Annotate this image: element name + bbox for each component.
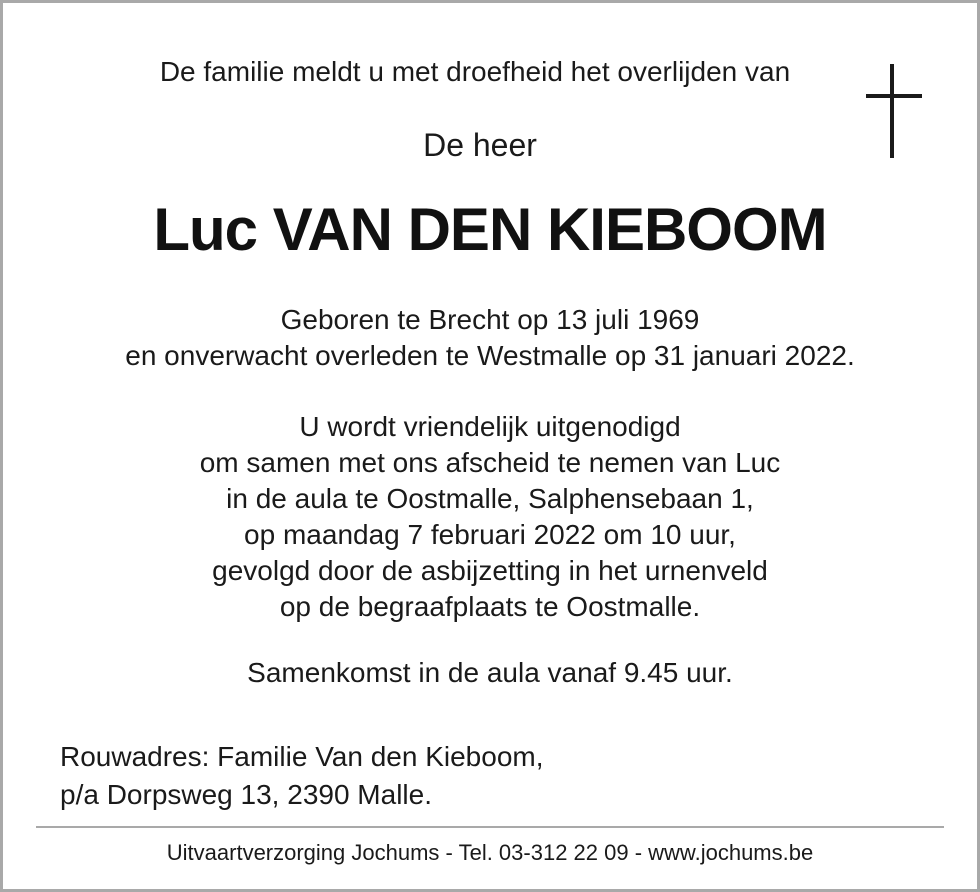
address-line: p/a Dorpsweg 13, 2390 Malle. — [60, 779, 432, 810]
intro-text: De familie meldt u met droefheid het overlijden van — [159, 56, 791, 87]
invitation-line: U wordt vriendelijk uitgenodigd — [299, 411, 681, 442]
death-line: en onverwacht overleden te Westmalle op 31 januari 2022. — [125, 340, 855, 371]
honorific-title: De heer — [423, 127, 537, 163]
birth-death-info — [0, 302, 980, 374]
birth-line: Geboren te Brecht op 13 juli 1969 — [280, 304, 700, 335]
invitation-line: om samen met ons afscheid te nemen van Luc — [199, 447, 781, 478]
mourning-address — [60, 738, 544, 814]
deceased-name: Luc VAN DEN KIEBOOM — [153, 196, 827, 263]
meeting-info: Samenkomst in de aula vanaf 9.45 uur. — [247, 657, 733, 688]
invitation-line: in de aula te Oostmalle, Salphensebaan 1, — [226, 483, 754, 514]
invitation-block — [0, 409, 980, 625]
invitation-line: gevolgd door de asbijzetting in het urnenveld — [212, 555, 768, 586]
footer-divider — [36, 826, 944, 828]
funeral-home-footer: Uitvaartverzorging Jochums - Tel. 03-312 22 09 - www.jochums.be — [166, 840, 814, 865]
invitation-line: op de begraafplaats te Oostmalle. — [279, 591, 701, 622]
address-line: Rouwadres: Familie Van den Kieboom, — [60, 741, 544, 772]
invitation-line: op maandag 7 februari 2022 om 10 uur, — [244, 519, 736, 550]
